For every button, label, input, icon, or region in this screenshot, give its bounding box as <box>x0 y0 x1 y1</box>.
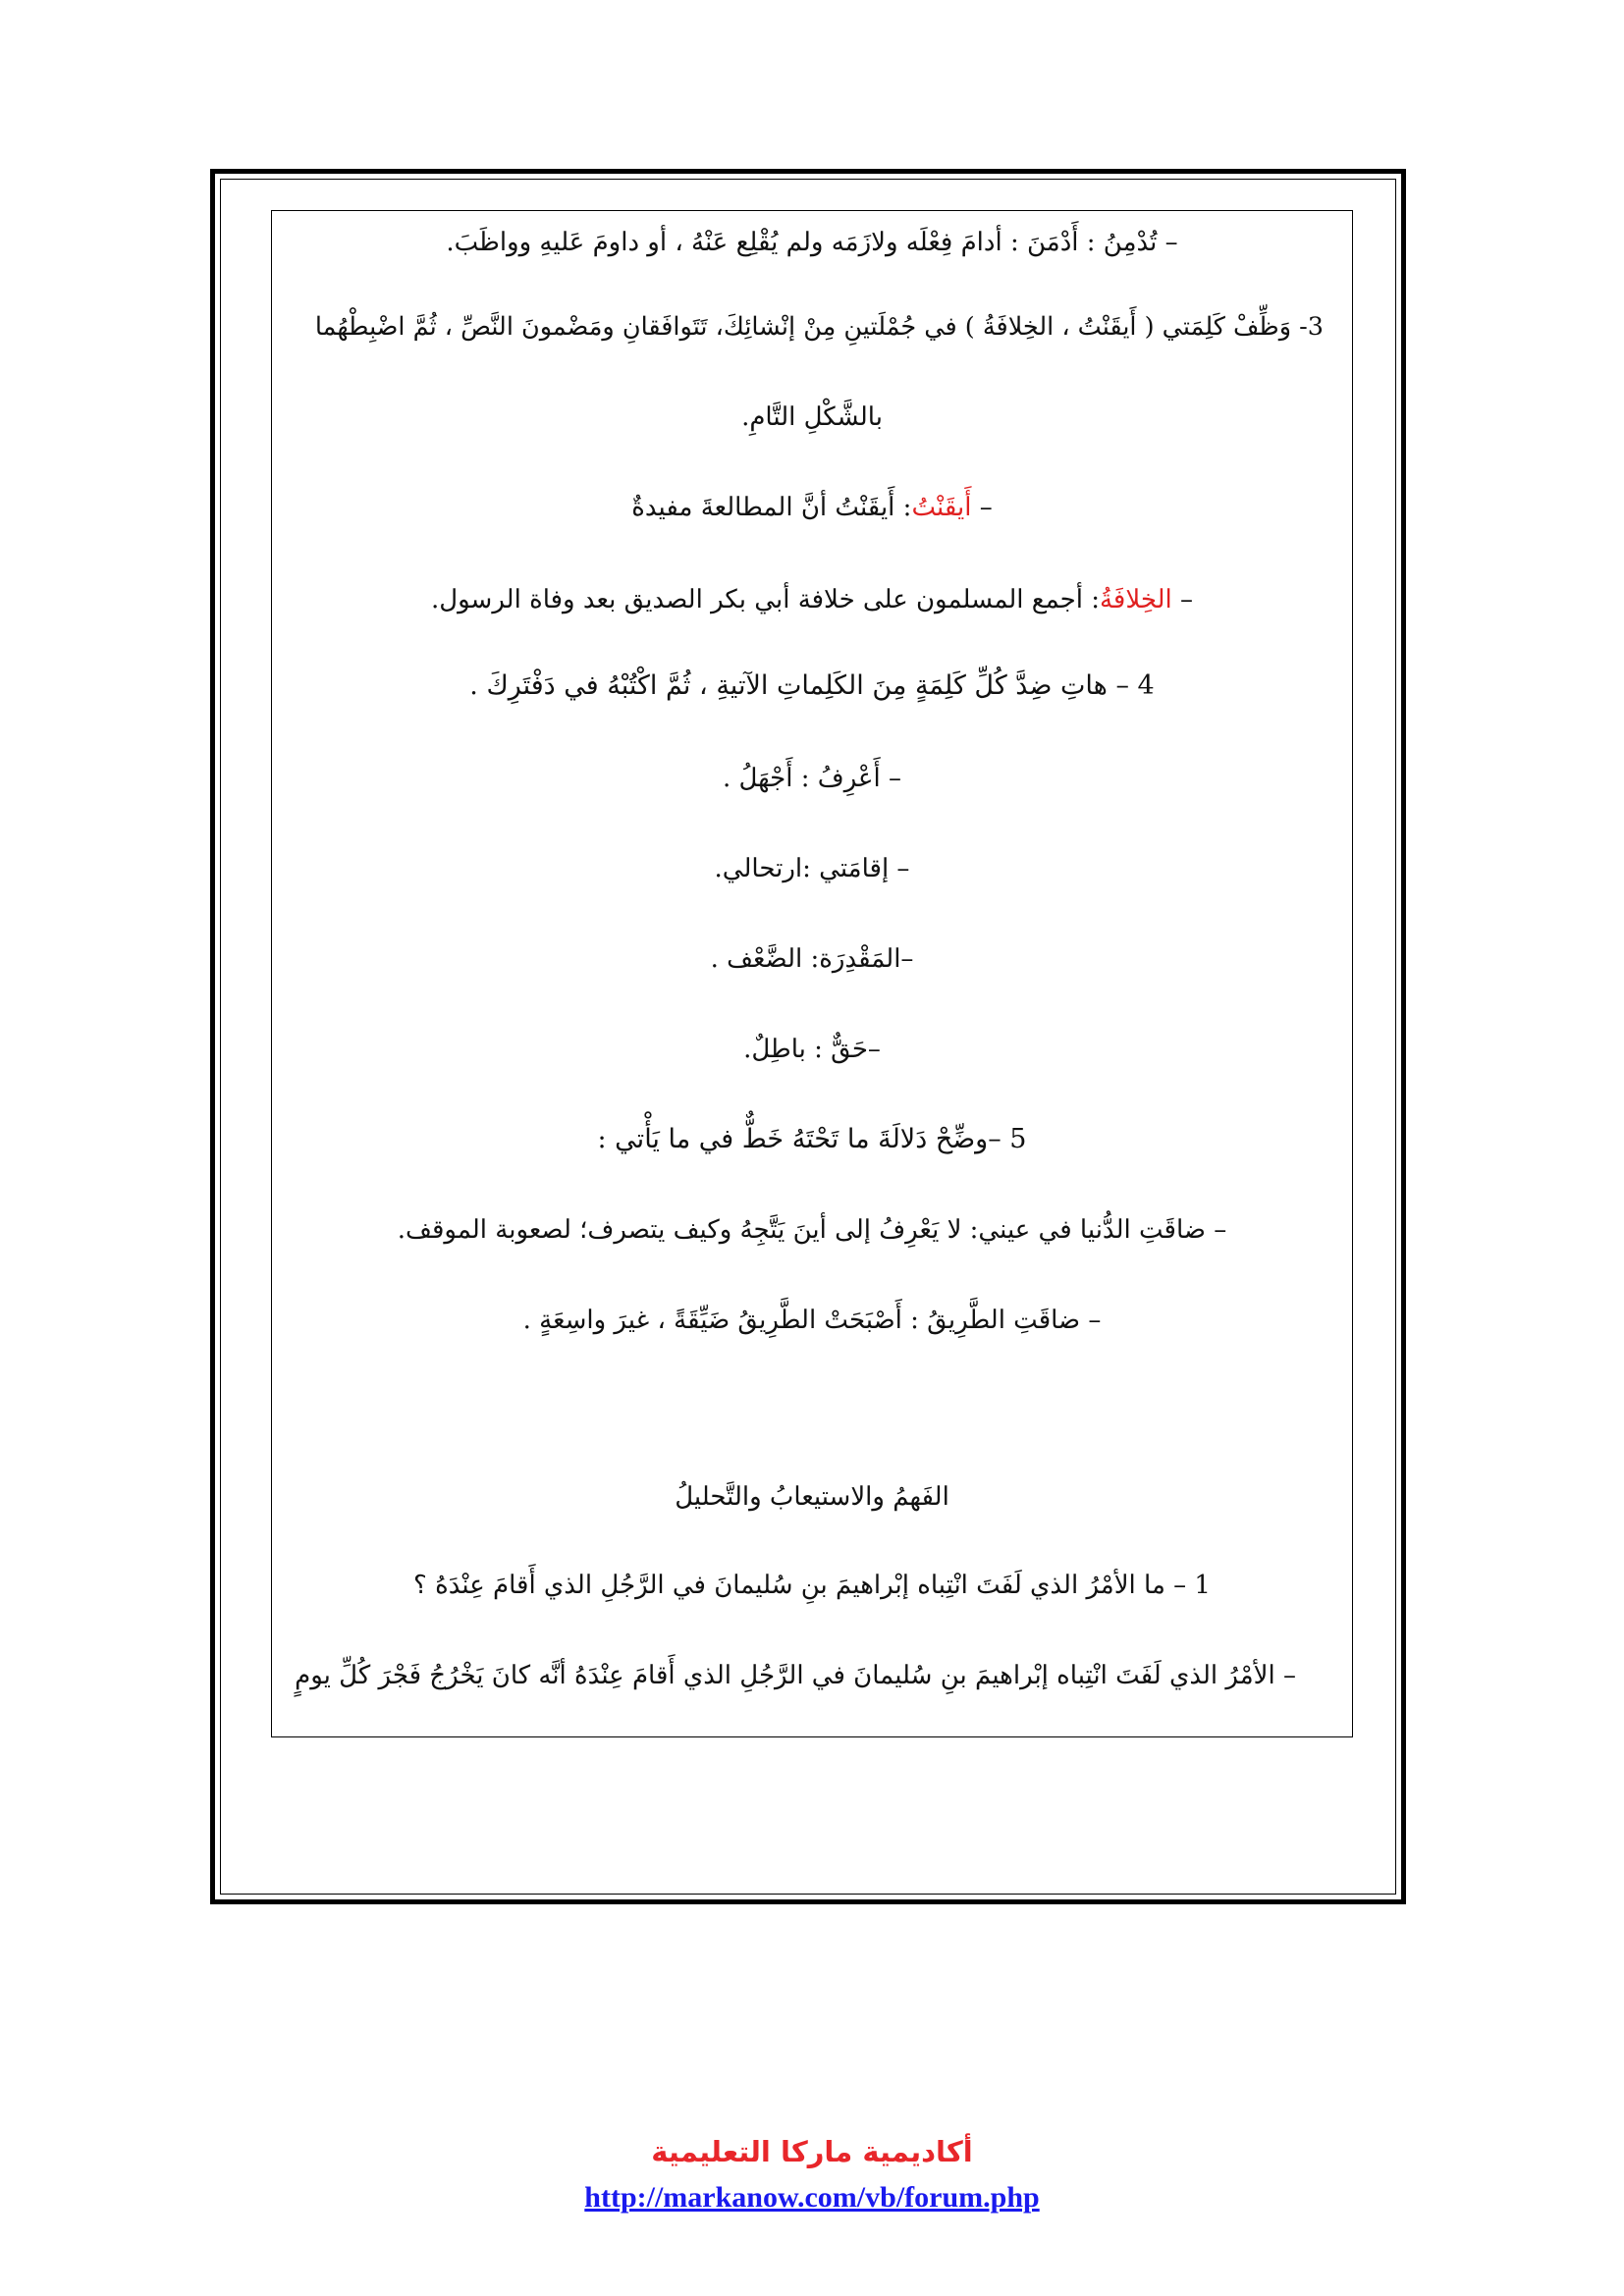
section-heading: الفَهمُ والاستيعابُ والتَّحليلُ <box>675 1482 949 1512</box>
question-4: 4 – هاتِ ضِدَّ كُلِّ كَلِمَةٍ مِنَ الكَلِماتِ الآتيةِ ، ثُمَّ اكْتُبْهُ في دَفْتَرِكَ . <box>469 670 1155 701</box>
question-3-continuation: بالشَّكْلِ التَّامِ. <box>741 402 883 432</box>
antonym-3: –المَقْدِرَة: الضَّعْف . <box>710 944 914 974</box>
comprehension-answer-1: – الأمْرُ الذي لَفَتَ انْتِباه إبْراهيمَ بنِ سُليمانَ في الرَّجُلِ الذي أَقامَ عِنْدَهُ أنَّه كانَ يَخْرُجُ فَجْرَ كُلِّ يومٍ <box>295 1661 1296 1690</box>
meaning-2: – ضاقَتِ الطَّرِيقُ : أَصْبَحَتْ الطَّرِيقُ ضَيِّقَةً ، غيرَ واسِعَةٍ . <box>522 1306 1102 1335</box>
comprehension-question-1: 1 – ما الأمْرُ الذي لَفَتَ انْتِباه إبْراهيمَ بنِ سُليمانَ في الرَّجُلِ الذي أَقامَ عِنْدَهُ ؟ <box>413 1571 1211 1600</box>
antonym-4: –حَقٌّ : باطِلٌ. <box>743 1035 881 1064</box>
footer-academy-name: أكاديمية ماركا التعليمية <box>651 2135 973 2168</box>
antonym-2: – إقامَتي :ارتحالي. <box>714 854 910 883</box>
answer-khilafa <box>271 583 1353 616</box>
footer-forum-link[interactable]: http://markanow.com/vb/forum.php <box>584 2181 1040 2214</box>
dash: – <box>1171 585 1194 614</box>
answer-yaqantu <box>271 491 1353 524</box>
dash: – <box>971 493 993 522</box>
antonym-1: – أَعْرِفُ : أَجْهَلُ . <box>722 764 902 793</box>
definition-line: – تُدْمِنُ : أَدْمَنَ : أدامَ فِعْلَه ولازَمَه ولم يُقْلِع عَنْهُ ، أو داومَ عَليهِ وواظَبَ. <box>446 228 1178 257</box>
meaning-1: – ضاقَتِ الدُّنيا في عيني: لا يَعْرِفُ إلى أينَ يَتَّجِهُ وكيف يتصرف؛ لصعوبة الموقف. <box>397 1215 1227 1245</box>
answer-khilafa-text: : أجمع المسلمون على خلافة أبي بكر الصديق بعد وفاة الرسول. <box>430 585 1100 614</box>
question-3: 3- وَظِّفْ كَلِمَتي ( أَيقَنْتُ ، الخِلافَةُ ) في جُمْلَتينِ مِنْ إنْشائِكَ، تَتَوافَقانِ ومَضْمونَ النَّصِّ ، ثُمَّ اضْبِطْهُما <box>314 312 1324 342</box>
term-khilafa: الخِلافَةُ <box>1099 585 1172 614</box>
question-5: 5 –وضِّحْ دَلالَةَ ما تَحْتَهُ خَطٌّ في ما يَأْتي : <box>597 1124 1027 1154</box>
answer-yaqantu-text: : أَيقَنْتُ أنَّ المطالعةَ مفيدةٌ <box>631 493 912 522</box>
term-yaqantu: أَيقَنْتُ <box>911 493 972 522</box>
